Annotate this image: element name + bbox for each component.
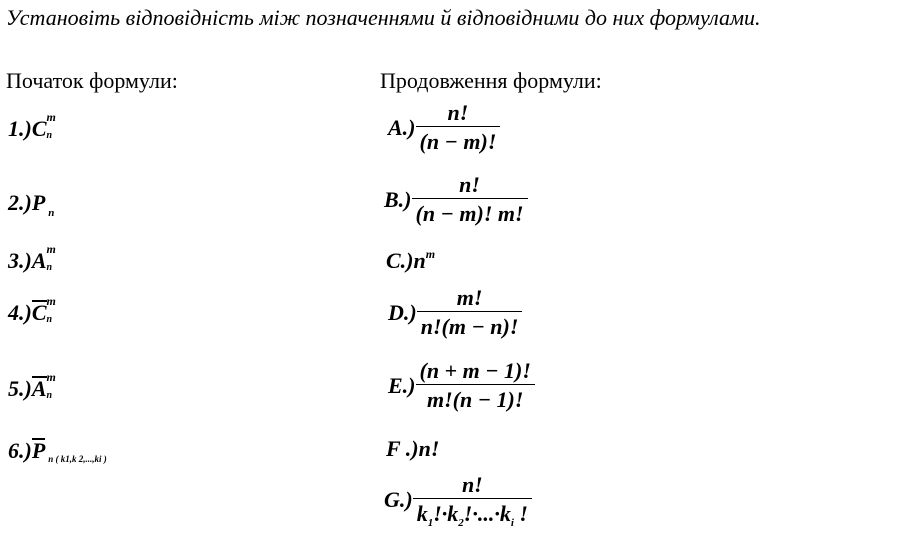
left-item-3 — [8, 242, 67, 278]
overlined-letter: P — [31, 438, 46, 463]
numerator: n! — [461, 472, 483, 497]
overlined-letter: C — [31, 300, 47, 325]
item-label: B.) — [384, 186, 412, 212]
left-item-6 — [8, 438, 107, 464]
subscript: n ( k1,k 2,...,ki ) — [48, 454, 107, 464]
right-item-f — [386, 436, 439, 462]
denominator — [413, 498, 532, 527]
power-base: n — [413, 248, 426, 273]
den-sub: 1 — [427, 517, 434, 529]
left-item-5 — [8, 370, 67, 406]
right-item-d — [388, 285, 522, 340]
subscript: n — [46, 130, 53, 141]
left-column-header: Початок формули: — [6, 68, 178, 93]
arrangement-symbol — [31, 242, 67, 278]
fraction — [417, 285, 523, 340]
right-item-b — [384, 172, 528, 227]
arrangement-with-repetition-symbol — [31, 370, 67, 406]
symbol-letter: C — [31, 116, 47, 141]
combination-symbol — [31, 110, 67, 146]
superscript: m — [46, 110, 56, 124]
item-label: 1.) — [8, 116, 32, 141]
item-label: E.) — [388, 372, 416, 398]
numerator: n! — [459, 172, 480, 197]
right-item-a — [388, 100, 500, 155]
denominator: m!(n − 1)! — [416, 384, 535, 413]
left-item-1 — [8, 110, 67, 146]
numerator: (n + m − 1)! — [419, 358, 531, 383]
item-label: 6.) — [8, 438, 32, 463]
right-item-e — [388, 358, 535, 413]
task-instruction: Установіть відповідність між позначеннями й відповідними до них формулами. — [6, 5, 761, 30]
symbol-letter: P — [31, 190, 46, 215]
fraction — [413, 472, 532, 527]
den-part: !·...·k — [463, 501, 511, 526]
den-part: !·k — [433, 501, 459, 526]
left-item-4 — [8, 294, 67, 330]
numerator: n! — [447, 100, 469, 125]
fraction — [416, 100, 501, 155]
fraction — [416, 358, 535, 413]
item-label: C.) — [386, 248, 414, 273]
den-part: ! — [513, 501, 528, 526]
subscript: n — [46, 314, 53, 325]
item-label: G.) — [384, 486, 413, 512]
superscript: m — [425, 247, 436, 261]
denominator: n!(m − n)! — [417, 311, 523, 340]
item-label: 3.) — [8, 248, 32, 273]
superscript: m — [46, 294, 56, 308]
item-label: A.) — [388, 114, 416, 140]
den-sub: i — [510, 517, 514, 529]
expression: n! — [418, 436, 440, 461]
overlined-letter: A — [31, 376, 47, 401]
numerator: m! — [456, 285, 483, 310]
denominator: (n − m)! m! — [412, 198, 528, 227]
superscript: m — [46, 370, 56, 384]
denominator: (n − m)! — [416, 126, 501, 155]
right-column-header: Продовження формули: — [380, 68, 602, 93]
item-label: 2.) — [8, 190, 32, 215]
subscript: n — [48, 207, 55, 219]
fraction — [412, 172, 528, 227]
subscript: n — [46, 390, 53, 401]
superscript: m — [46, 242, 56, 256]
combination-with-repetition-symbol — [31, 294, 67, 330]
item-label: 4.) — [8, 300, 32, 325]
right-item-c — [386, 248, 435, 274]
item-label: F .) — [386, 436, 419, 461]
right-item-g — [384, 472, 532, 527]
subscript: n — [46, 262, 53, 273]
item-label: D.) — [388, 299, 417, 325]
item-label: 5.) — [8, 376, 32, 401]
left-item-2 — [8, 190, 55, 219]
den-part: k — [416, 501, 428, 526]
den-sub: 2 — [458, 517, 464, 529]
symbol-letter: A — [31, 248, 47, 273]
